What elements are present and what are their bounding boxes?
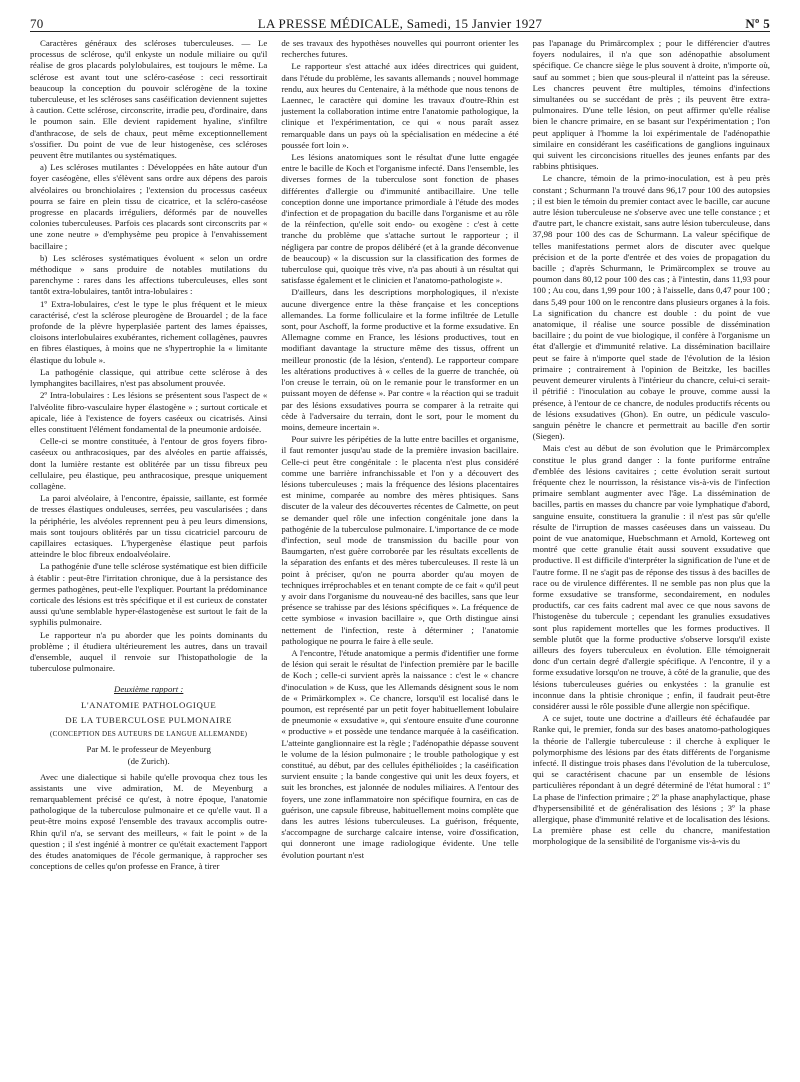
article-columns [30, 38, 770, 1078]
paragraph: pas l'apanage du Primärcomplex ; pour le différencier d'autres foyers nodulaires, il n'a que son adénopathie absolument spécifique. Ce chancre siège le plus souvent à droite, n'importe où, sauf au sommet ; bien que sous-pleural il n'atteint pas la séreuse. Les chancres peuvent être multiples, témoins d'infections simultanées ou se succédant de près ; ils peuvent être extra-pulmonaires. D'une telle lésion, on peut affirmer qu'elle réalise bien le chancre primaire, en se basant sur l'expérimentation ; l'on peut appliquer à l'homme la loi expérimentale de l'adénopathie similaire en considérant les caséifications de ganglions inguinaux qui suivent les circoncisions rituelles des jeunes enfants par des rabbins phtisiques. [532, 38, 770, 172]
paragraph: Mais c'est au début de son évolution que le Primärcomplex constitue le plus grand danger : la fonte puriforme entraîne d'emblée des lésions cavitaires ; cette évolution serait surtout fréquente chez le nourrisson, la résistance vis-à-vis de l'infection primaire semblant augmenter avec l'âge. La dissémination de bacilles, partis en masses du chancre par voie lymphatique d'abord, sanguine ensuite, constituera la granulie : il n'est pas sûr qu'elle résulte de l'irruption de masses caséeuses dans un vaisseau. Du point de vue anatomique, Huebschmann et Arnold, Korteweg ont montré que cette granulie était aussi souvent exsudative que productive. Il est difficile d'interpréter la signification de l'une et de l'autre forme. Il ne s'agit pas de réponse des tissus à des bacilles de race ou de virulence différentes. Il ne semble pas non plus que la forme exsudative se transforme, secondairement, en nodules productifs, car ces faits cadrent mal avec ce que nous savons de l'histogenèse du tubercule ; cependant les granulies exsudatives sont plus rapidement mortelles que les formes productives. Il semble plutôt que la forme productive s'observe lorsqu'il existe ailleurs des foyers tuberculeux en évolution. Elle témoignerait donc d'un certain degré d'allergie spécifique. A l'encontre, il y a forme exsudative lorsqu'on ne trouve, à côté de la granulie, que des lésions tuberculeuses guéries ou enkystées : la granulie est inconnue dans la phtisie chronique ; enfin, il faudrait peut-être considérer aussi le rôle possible d'une allergie non spécifique. [532, 443, 770, 711]
paragraph: b) Les scléroses systématiques évoluent « selon un ordre méthodique » sans produire de notables mutilations du parenchyme : rares dans les affections tuberculeuses, elles sont tantôt extra-lobulaires, tantôt intra-lobulaires : [30, 252, 268, 297]
paragraph: de ses travaux des hypothèses nouvelles qui pourront orienter les recherches futures. [281, 38, 519, 60]
paragraph: Le rapporteur s'est attaché aux idées directrices qui guident, dans l'étude du problème, les savants allemands ; nouvel hommage rendu, aux heures du Centenaire, à la méthode que nous tenons de Laennec, le caractère qui domine les travaux d'outre-Rhin est justement la collaboration intime entre l'anatomie pathologique, la clinique et l'expérimentation, ce qui « nous paraît assez remarquable dans un pays où la spécialisation en médecine a été poussée fort loin ». [281, 61, 519, 150]
issue-number: Nº 5 [745, 16, 770, 31]
column-1 [30, 38, 267, 1074]
paragraph: Celle-ci se montre constituée, à l'entour de gros foyers fibro-caséeux ou anthracosiques, par des alvéoles en partie affaissés, dont la lumière restante est oblitérée par un tissu fibreux peu cellulaire, peu élastique, peu anthracosique, presque uniquement collagène. [30, 436, 268, 491]
section-subheading: (CONCEPTION DES AUTEURS DE LANGUE ALLEMANDE) [49, 729, 248, 738]
column-3 [533, 38, 770, 1074]
paragraph: Caractères généraux des scléroses tuberculeuses. — Le processus de sclérose, qu'il enkyste un nodule miliaire ou qu'il réalise de gros placards polylobulaires, est toujours le même. La sclérose est avant tout une scléro-caséose : ceci ressortirait beaucoup la conception du pouvoir sclérogène de la toxine tuberculeuse, et les scléroses sans caséification deviennent sujettes à caution. Cette sclérose, circonscrite, irradie peu, d'ordinaire, dans le poumon sain. Elle devient rapidement hyaline, s'infiltre d'anthracose, de sels de chaux, peut même exceptionnellement s'ossifier. Du point de vue de leur histogenèse, ces scléroses peuvent être mutilantes ou systématiques. [30, 38, 268, 161]
paragraph: 1º Extra-lobulaires, c'est le type le plus fréquent et le mieux caractérisé, c'est la sclérose pleurogène de Brouardel ; de la face profonde de la plèvre hyperplasiée partent des lames épaisses, cloisons interlobulaires exubérantes, richement collagènes, pauvres en fibres élastiques, à moins que ne s'hypertrophie la « limitante élastique du lobule ». [30, 298, 268, 365]
section-heading: L'ANATOMIE PATHOLOGIQUE [80, 699, 217, 710]
paragraph: Le rapporteur n'a pu aborder que les points dominants du problème ; il étudiera ultérieurement les autres, dans un travail d'ensemble, auquel il renvoie sur l'histopathologie de la tuberculose pulmonaire. [30, 629, 268, 674]
report-label: Deuxième rapport : [113, 684, 184, 695]
paragraph: 2º Intra-lobulaires : Les lésions se présentent sous l'aspect de « l'alvéolite fibro-vasculaire hyper élastogène » ; surtout corticale et apicale, liée à l'existence de foyers caséeux ou cicatrisés. Ainsi elles constituent l'élément fondamental de la pneumonie ardoisée. [30, 390, 268, 434]
page-number: 70 [30, 16, 44, 31]
paragraph: A l'encontre, l'étude anatomique a permis d'identifier une forme de lésion qui serait le résultat de l'infection première par le bacille de Koch ; celle-ci survient après la naissance : c'est le « chancre d'inoculation » de Kuss, que les Allemands désignent sous le nom de « Primärkomplex ». Ce chancre, lorsqu'il est localisé dans le poumon, est représenté par un petit foyer habituellement lobulaire de pneumonie « exsudative », qui s'entoure ensuite d'une couronne « productive » et possède une tendance marquée à la caséification. L'atteinte ganglionnaire est la règle ; l'adénopathie dépasse souvent le volume de la lésion pulmonaire ; le trouble pathologique y est constitué, au début, par des cellules épithélioïdes ; la caséification survient ensuite ; la bande congestive qui unit les deux foyers, et suit les bronches, est jalonnée de nodules miliaires. A l'entour des foyers, une zone inflammatoire non spécifique fournira, en cas de guérison, une capsule fibreuse, habituellement moins complète que dans les autres lésions tuberculeuses. La guérison, fréquente, s'accompagne de surcharge calcaire intense, voire d'ossification, qui donneront une image radiologique évidente. Une telle évolution pourtant n'est [281, 647, 519, 860]
paragraph: Les lésions anatomiques sont le résultat d'une lutte engagée entre le bacille de Koch et l'organisme infecté. Dans l'ensemble, les diverses formes de la tuberculose sont fonction de phases différentes d'allergie ou d'immunité antibacillaire. Une telle conception donne une importance primordiale à l'étude des modes d'infection et de propagation du bacille dans l'organisme et au rôle de la réinfection, qu'elle soit endo- ou exogène : c'est à cette tranche du problème que s'attache surtout le rapporteur ; il négligera par contre de propos délibéré (et à la grande déconvenue de beaucoup) « la discussion sur la classification des formes de tuberculose qui, quoique très vive, n'a pas abouti à un résultat qui satisfasse également et le clinicien et l'anatomo-pathologiste ». [281, 152, 519, 286]
paragraph: La pathogénie classique, qui attribue cette sclérose à des lymphangites bacillaires, n'est pas absolument prouvée. [30, 366, 268, 389]
paragraph: Le chancre, témoin de la primo-inoculation, est à peu près constant ; Schurmann l'a trouvé dans 96,17 pour 100 des autopsies ; il est bien le témoin du premier contact avec le bacille, car aucune autre lésion tuberculeuse ne s'observe avec une telle constance ; et d'autre part, le chancre existait, sans autre lésion tuberculeuse, dans 37,98 pour 100 des cas de Schurmann. La valeur spécifique de telles manifestations permet alors de discuter avec quelque précision et de la porte d'entrée et des voies de propagation du bacille ; d'après Schurmann, le Primärcomplex se trouve au poumon dans 80,12 pour 100 des cas ; à l'intestin, dans 11,93 pour 100 ; Au cou, dans 1,99 pour 100 ; à l'aisselle, dans 0,47 pour 100 ; dans 5,49 pour 100 on le rencontre dans plusieurs organes à la fois. La signification du chancre est double : du point de vue anatomique, il réalise une source possible de dissémination bacillaire ; du point de vue biologique, il confère à l'organisme un état d'allergie et d'immunité relative. La dissémination bacillaire peut se faire à n'importe quel stade de l'évolution de la lésion primaire ; contrairement à l'opinion de Beitzke, les bacilles peuvent demeurer virulents à l'intérieur du chancre, celui-ci serait-il pétrifié : l'inoculation au cobaye le prouve, comme aussi la présence, à l'entour de ce chancre, de nodules productifs récents ou de lésions exsudatives (Ghon). En outre, un pédicule vasculo-sanguin pénètre le chancre et permettrait au bacille d'en sortir (Siegen). [532, 173, 770, 442]
paragraph: La paroi alvéolaire, à l'encontre, épaissie, saillante, est formée de tresses élastiques onduleuses, serrées, peu vascularisées ; dans la périphérie, les alvéoles reprennent peu à peu leurs dimensions, mais sont toujours oblitérés par un tissu cicatriciel parcouru de capillaires ectasiques. L'hypergenèse élastique peut parfois atteindre le bloc fibreux endoalvéolaire. [30, 493, 268, 560]
author-line: Par M. le professeur de Meyenburg [86, 744, 211, 755]
author-place: (de Zurich). [127, 756, 170, 767]
paragraph: a) Les scléroses mutilantes : Développées en hâte autour d'un foyer caséogène, elles s'élèvent sans ordre aux dépens des parois alvéolaires ou bronchiolaires ; l'extension du processus caséeux pourra se faire en plein tissu de cicatrice, et la scléro-caséose progresse en placards irréguliers, déformés par de nouvelles colonies tuberculeuses. Parfois ces placards sont circonscrits par « une zone neutre » d'emphysème peu propice à l'envahissement bacillaire ; [30, 162, 268, 251]
paragraph: La pathogénie d'une telle sclérose systématique est bien difficile à établir : peut-être l'irritation chronique, due à la persistance des germes pathogènes, peut-elle l'expliquer. Pourtant la prédominance corticale des lésions est très spécifique et il est curieux de constater aussi qu'une semblable hyper-élastogenèse est surtout le fait de la syphilis pulmonaire. [30, 561, 268, 628]
column-2 [281, 38, 518, 1074]
paragraph: Avec une dialectique si habile qu'elle provoqua chez tous les assistants une vive admiration, M. de Meyenburg a remarquablement précisé ce qu'est, à notre époque, l'anatomie pathologique de la tuberculose pulmonaire et ce qu'elle vaut. Il a peut-être moins exposé l'ensemble des travaux accomplis outre-Rhin qu'il n'a, se servant des meilleurs, « fait le point » de la question ; il s'est ingénié à montrer ce qu'était exactement l'apport des études anatomiques de l'école germanique, à rapprocher ses conceptions de celles qu'on professe en France, à tirer [30, 771, 268, 872]
header-rule [30, 31, 770, 32]
paragraph: D'ailleurs, dans les descriptions morphologiques, il n'existe aucune divergence entre la thèse française et les conceptions allemandes. La forme folliculaire et la forme infiltrée de Letulle sont, pour Aschoff, la forme productive et la forme exsudative. En Allemagne comme en France, les lésions productives, tout en modifiant davantage la structure même des tissus, offrent un meilleur pronostic (de la lésion, s'entend). Le rapporteur compare les altérations productives à « celles de la guerre de tranchée, où l'on creuse le terrain, où on le remanie pour le transformer en un puissant moyen de défense ». Par contre « la réaction qui se traduit par des lésions exsudatives pourra se comparer à la retraite qui cède à l'adversaire du terrain, dont le sort, pour le moment du moins, demeure incertain ». [281, 287, 519, 432]
paragraph: Pour suivre les péripéties de la lutte entre bacilles et organisme, il faut remonter jusqu'au stade de la première invasion bacillaire. Celle-ci peut être congénitale : le placenta n'est plus considéré comme une barrière infranchissable et l'on y a découvert des lésions tuberculeuses ; mais la fréquence des lésions placentaires est minime, comparée au nombre des mères phtisiques. Sans discuter de la valeur des découvertes récentes de Calmette, on peut se demander quel rôle une infection congénitale jone dans la pathogénie de la tuberculose pulmonaire. L'importance de ce mode d'infection, seul mode de transmission du bacille pour von Baumgarten, n'est guère corroborée par les résultats excellents de la séparation des enfants et des mères tuberculeuses. Il reste là un point à préciser, qu'on ne pourra aborder qu'au moyen de techniques irréprochables et en tenant compte de ce fait « qu'il peut y avoir dans l'organisme du nouveau-né des bacilles, sans que leur présence se trahisse par des lésions spécifiques ». La fréquence de cette symbiose « invasion bacillaire », que Orth distingue ainsi nettement de l'infection, reste à déterminer ; l'anatomie pathologique ne pourra le faire à elle seule. [281, 434, 519, 646]
section-heading: DE LA TUBERCULOSE PULMONAIRE [65, 714, 233, 725]
paragraph: A ce sujet, toute une doctrine a d'ailleurs été échafaudée par Ranke qui, le premier, fonda sur des bases anatomo-pathologiques la théorie de l'allergie tuberculeuse : il cherche à expliquer le polymorphisme des lésions par des états différents de l'organisme infecté. Il distingue trois phases dans l'évolution de la tuberculose, qui se caractérisent chacune par un ensemble de lésions particulières répondant à un degré déterminé de l'état humoral : 1º La phase de l'infection primaire ; 2º la phase anaphylactique, phase d'hypersensibilité et de généralisation des lésions ; 3º la phase allergique, phase d'immunité relative et de localisation des lésions. La première phase est celle du chancre, manifestation morphologique de la sensibilité de l'organisme vis-à-vis du [532, 713, 770, 847]
journal-title: LA PRESSE MÉDICALE, Samedi, 15 Janvier 1927 [257, 16, 543, 31]
